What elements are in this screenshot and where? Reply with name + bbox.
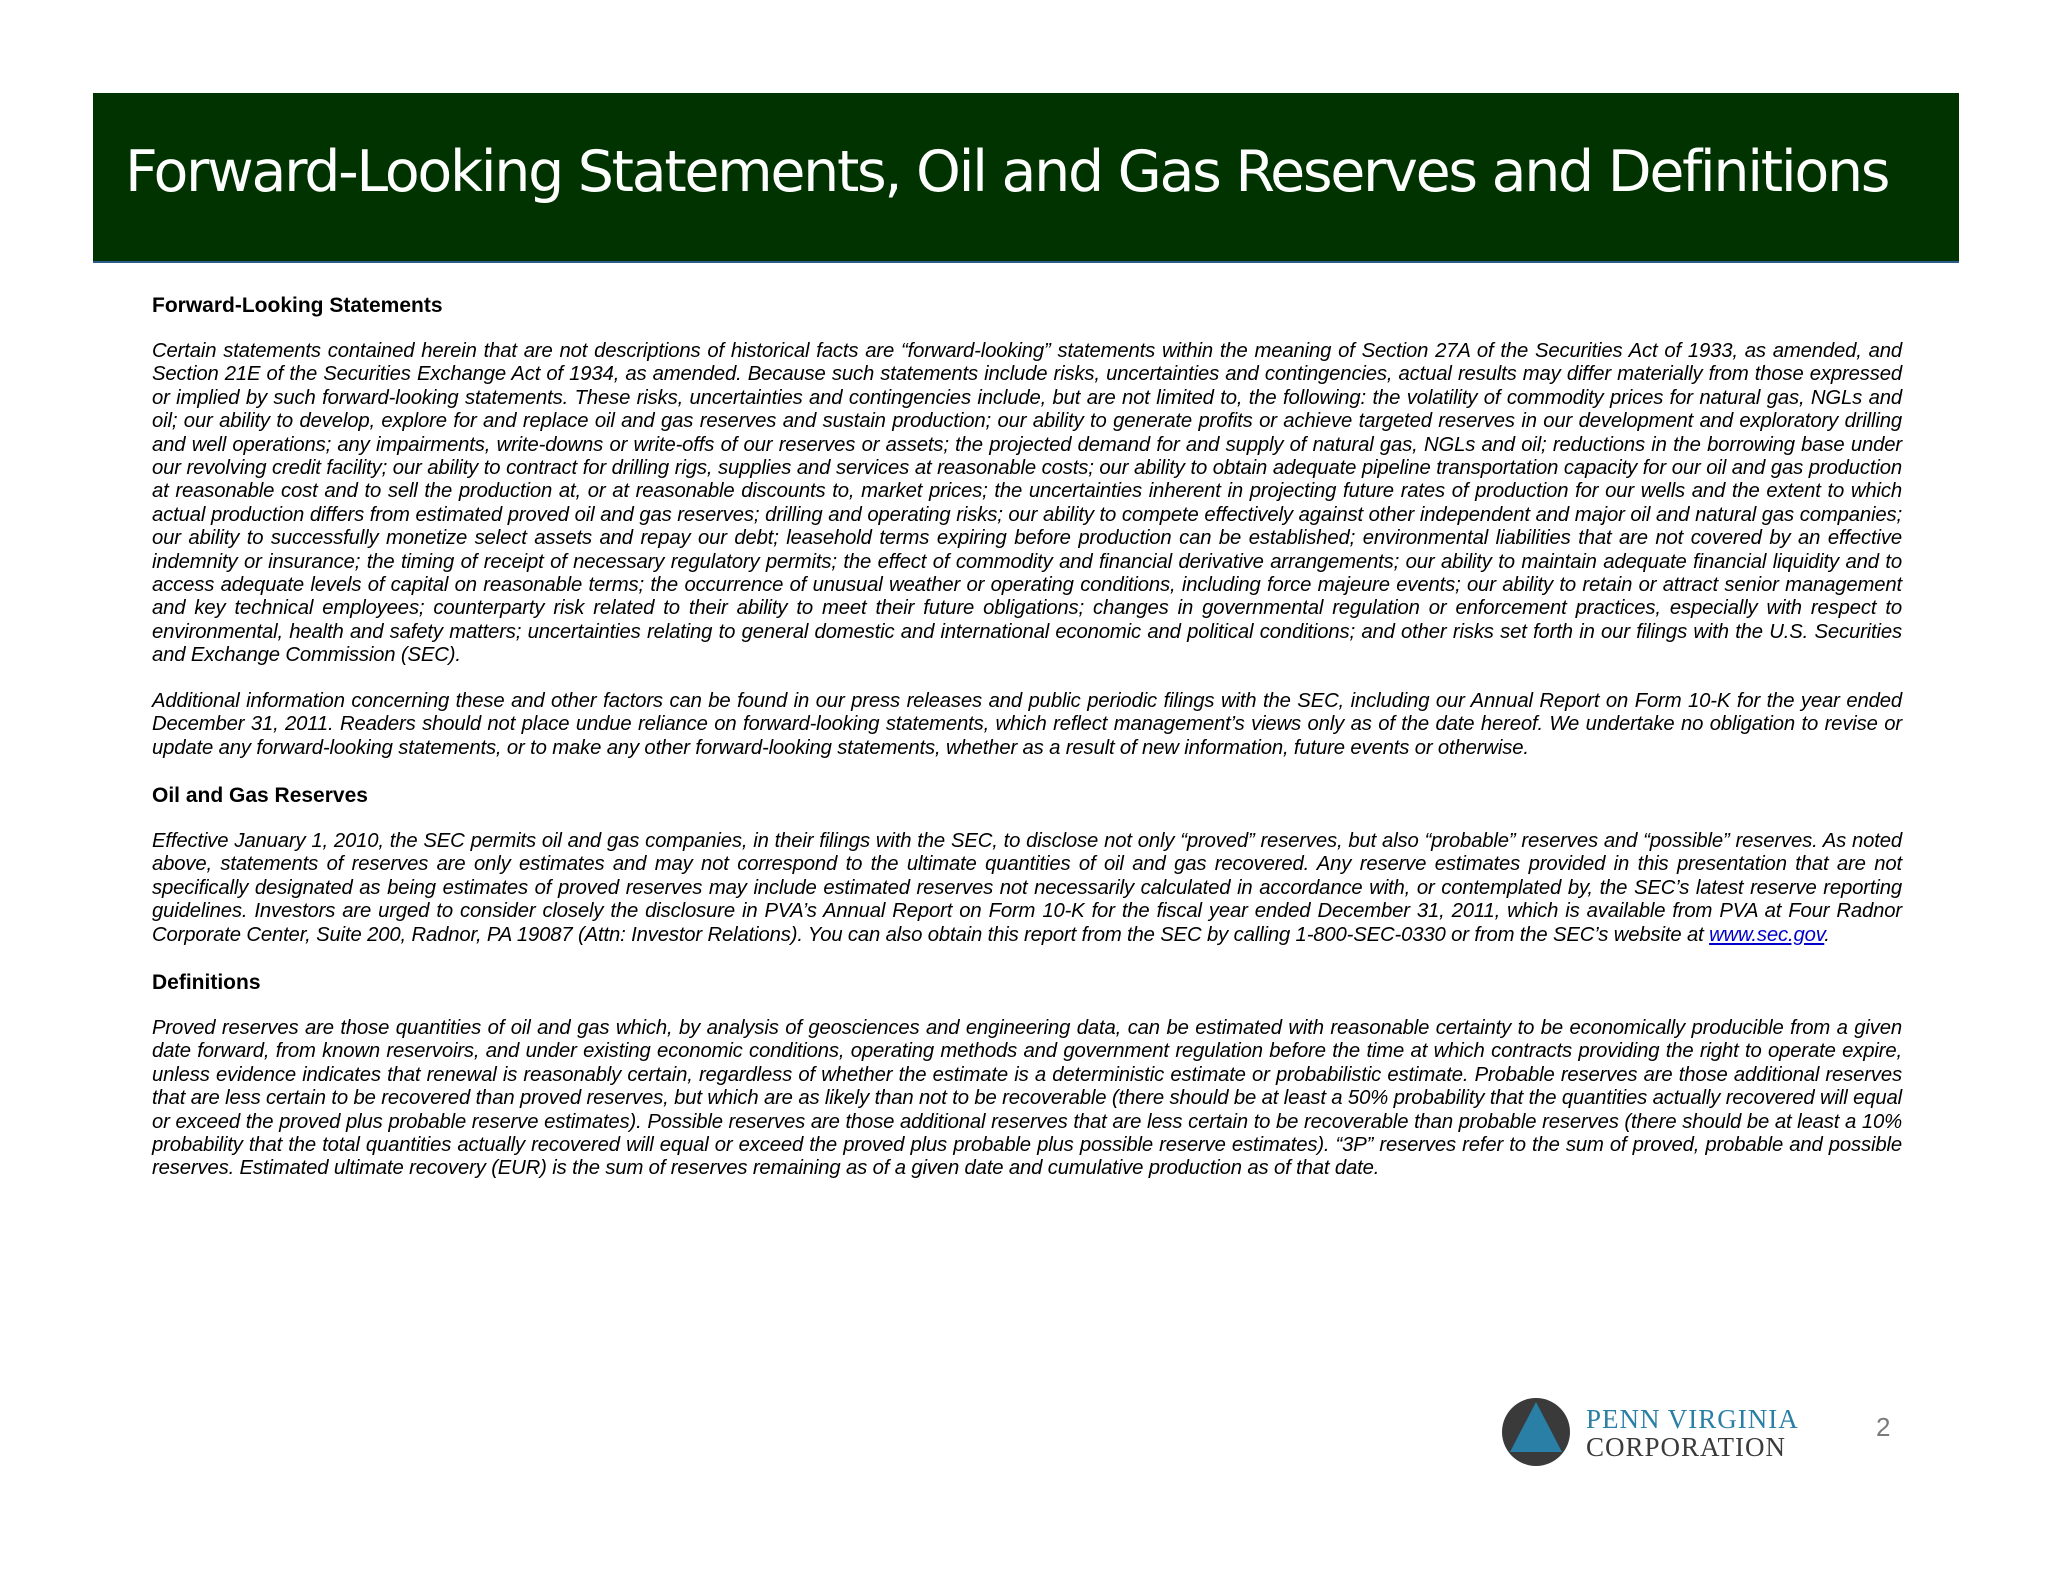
company-logo bbox=[1502, 1398, 1802, 1470]
reserves-text-end: . bbox=[1824, 923, 1830, 946]
oil-gas-reserves-paragraph bbox=[152, 830, 1902, 947]
triangle-in-circle-logo-icon bbox=[1502, 1398, 1570, 1466]
page-title: Forward-Looking Statements, Oil and Gas Reserves and Definitions bbox=[125, 139, 1889, 205]
sec-website-link[interactable]: www.sec.gov bbox=[1709, 923, 1825, 946]
section-heading-definitions: Definitions bbox=[152, 970, 261, 994]
title-bar bbox=[93, 93, 1959, 263]
section-heading-forward-looking: Forward-Looking Statements bbox=[152, 294, 443, 317]
logo-name-line1: PENN VIRGINIA bbox=[1586, 1404, 1799, 1434]
reserves-text: Effective January 1, 2010, the SEC permits oil and gas companies, in their filings with the SEC, to disclose not only “proved” reserves, but also “probable” reserves and “possible” reserves. As noted above, statements of reserves are only estimates and may not correspond to the ultimate quantities of oil and gas recovered. Any reserve estimates provided in this presentation that are not specifically designated as being estimates of proved reserves may include estimated reserves not necessarily calculated in accordance with, or contemplated by, the SEC’s latest reserve reporting guidelines. Investors are urged to consider closely the disclosure in PVA’s Annual Report on Form 10-K for the fiscal year ended December 31, 2011, which is available from PVA at Four Radnor Corporate Center, Suite 200, Radnor, PA 19087 (Attn: Investor Relations). You can also obtain this report from the SEC by calling 1-800-SEC-0330 or from the SEC’s website at bbox=[152, 829, 1902, 946]
page-number: 2 bbox=[1876, 1412, 1891, 1442]
forward-looking-paragraph-2: Additional information concerning these and other factors can be found in our press releases and public periodic filings with the SEC, including our Annual Report on Form 10-K for the year ended December 31, 2011. Readers should not place undue reliance on forward-looking statements, which reflect management’s views only as of the date hereof. We undertake no obligation to revise or update any forward-looking statements, or to make any other forward-looking statements, whether as a result of new information, future events or otherwise. bbox=[152, 689, 1902, 759]
section-heading-oil-gas-reserves: Oil and Gas Reserves bbox=[152, 783, 368, 807]
definitions-paragraph: Proved reserves are those quantities of oil and gas which, by analysis of geosciences and engineering data, can be estimated with reasonable certainty to be economically producible from a given date forward, from known reservoirs, and under existing economic conditions, operating methods and government regulation before the time at which contracts providing the right to operate expire, unless evidence indicates that renewal is reasonably certain, regardless of whether the estimate is a deterministic estimate or probabilistic estimate. Probable reserves are those additional reserves that are less certain to be recovered than proved reserves, but which are as likely than not to be recoverable (there should be at least a 50% probability that the quantities actually recovered will equal or exceed the proved plus probable reserve estimates). Possible reserves are those additional reserves that are less certain to be recoverable than probable reserves (there should be at least a 10% probability that the total quantities actually recovered will equal or exceed the proved plus probable plus possible reserve estimates). “3P” reserves refer to the sum of proved, probable and possible reserves. Estimated ultimate recovery (EUR) is the sum of reserves remaining as of a given date and cumulative production as of that date. bbox=[152, 1016, 1902, 1180]
logo-name-line2: CORPORATION bbox=[1586, 1432, 1787, 1462]
content-body bbox=[152, 292, 1902, 1203]
forward-looking-paragraph-1: Certain statements contained herein that are not descriptions of historical facts are “forward-looking” statements within the meaning of Section 27A of the Securities Act of 1933, as amended, and Section 21E of the Securities Exchange Act of 1934, as amended. Because such statements include risks, uncertainties and contingencies, actual results may differ materially from those expressed or implied by such forward-looking statements. These risks, uncertainties and contingencies include, but are not limited to, the following: the volatility of commodity prices for natural gas, NGLs and oil; our ability to develop, explore for and replace oil and gas reserves and sustain production; our ability to generate profits or achieve targeted reserves in our development and exploratory drilling and well operations; any impairments, write-downs or write-offs of our reserves or assets; the projected demand for and supply of natural gas, NGLs and oil; reductions in the borrowing base under our revolving credit facility; our ability to contract for drilling rigs, supplies and services at reasonable costs; our ability to obtain adequate pipeline transportation capacity for our oil and gas production at reasonable cost and to sell the production at, or at reasonable discounts to, market prices; the uncertainties inherent in projecting future rates of production for our wells and the extent to which actual production differs from estimated proved oil and gas reserves; drilling and operating risks; our ability to compete effectively against other independent and major oil and natural gas companies; our ability to successfully monetize select assets and repay our debt; leasehold terms expiring before production can be established; environmental liabilities that are not covered by an effective indemnity or insurance; the timing of receipt of necessary regulatory permits; the effect of commodity and financial derivative arrangements; our ability to maintain adequate financial liquidity and to access adequate levels of capital on reasonable terms; the occurrence of unusual weather or operating conditions, including force majeure events; our ability to retain or attract senior management and key technical employees; counterparty risk related to their ability to meet their future obligations; changes in governmental regulation or enforcement practices, especially with respect to environmental, health and safety matters; uncertainties relating to general domestic and international economic and political conditions; and other risks set forth in our filings with the U.S. Securities and Exchange Commission (SEC). bbox=[152, 340, 1902, 667]
